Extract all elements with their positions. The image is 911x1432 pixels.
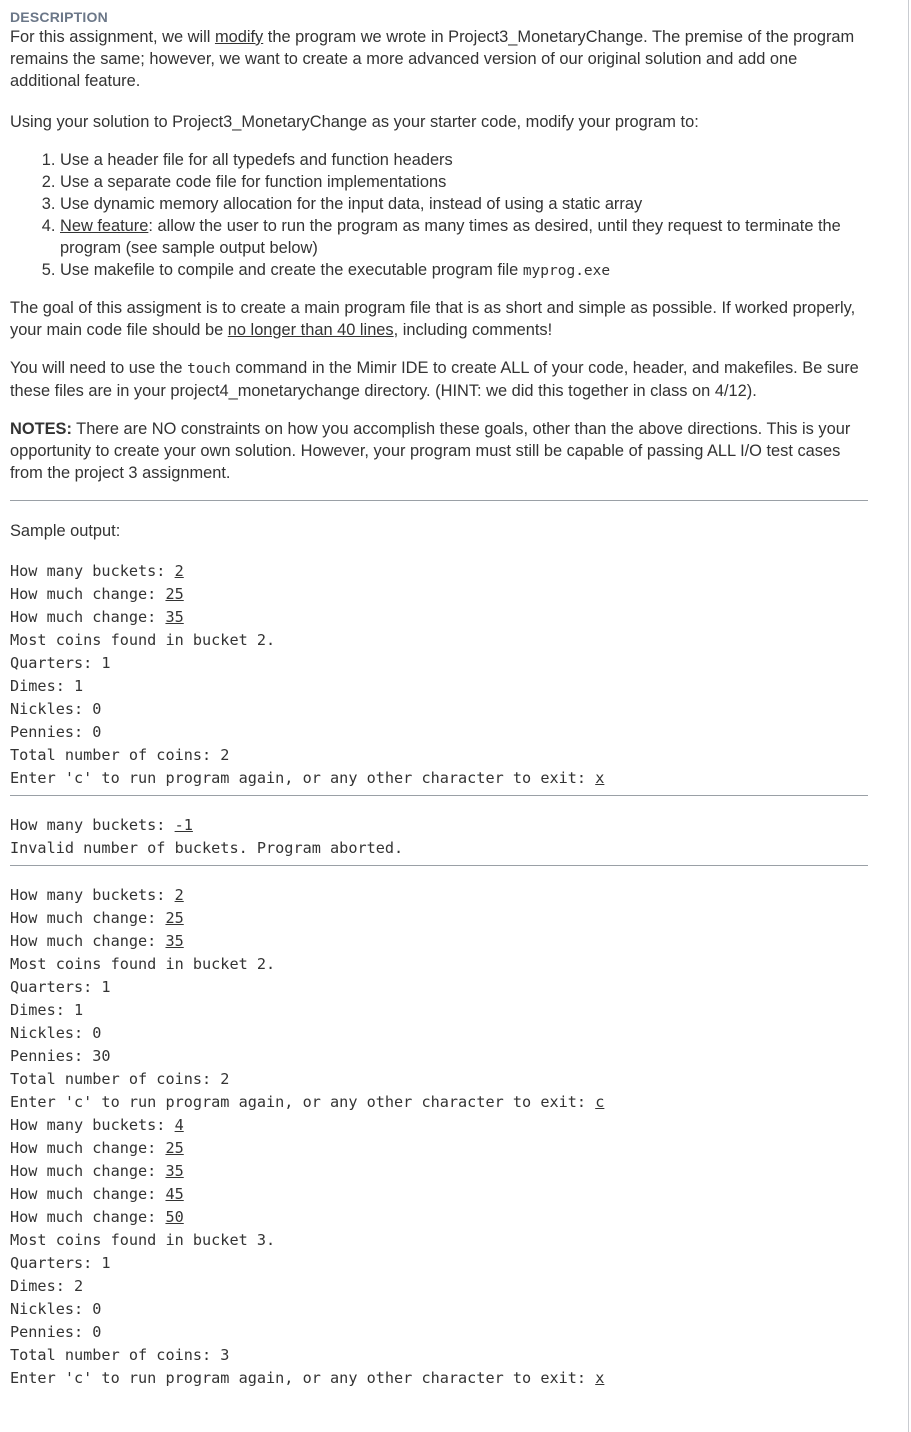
touch-text: You will need to use the: [10, 359, 188, 377]
console-prompt: Quarters: 1: [10, 654, 111, 672]
console-prompt: Dimes: 1: [10, 677, 84, 695]
goal-paragraph: [10, 297, 868, 341]
console-prompt: Nickles: 0: [10, 1300, 102, 1318]
console-prompt: Dimes: 1: [10, 1001, 84, 1019]
console-line: [10, 744, 868, 767]
console-user-input: x: [595, 1369, 605, 1387]
console-line: [10, 721, 868, 744]
console-user-input: 45: [165, 1185, 184, 1203]
console-prompt: Total number of coins: 3: [10, 1346, 230, 1364]
console-prompt: Total number of coins: 2: [10, 1070, 230, 1088]
console-user-input: 35: [165, 932, 184, 950]
goal-text-cont: , including comments!: [393, 321, 553, 339]
console-line: [10, 1068, 868, 1091]
console-prompt: Most coins found in bucket 2.: [10, 955, 276, 973]
console-line: [10, 1252, 868, 1275]
console-prompt: Dimes: 2: [10, 1277, 84, 1295]
console-line: [10, 1022, 868, 1045]
console-prompt: Pennies: 30: [10, 1047, 111, 1065]
console-line: [10, 1183, 868, 1206]
console-line: [10, 976, 868, 999]
touch-text-cont: command in the Mimir IDE to create ALL of your code, header, and makefiles. Be sure these files are in your project4_monetarychange directory. (HINT: we did this together in class on 4/12).: [10, 359, 859, 400]
console-user-input: 25: [165, 1139, 184, 1157]
requirement-item: [60, 171, 868, 193]
console-line: [10, 1344, 868, 1367]
sample-output-block-2: [10, 814, 868, 860]
requirement-item: [60, 193, 868, 215]
console-line: [10, 1298, 868, 1321]
console-user-input: 50: [165, 1208, 184, 1226]
console-user-input: c: [595, 1093, 605, 1111]
console-prompt: How much change:: [10, 585, 166, 603]
divider: [10, 500, 868, 501]
sample-output-block-1: [10, 560, 868, 790]
console-line: [10, 814, 868, 837]
console-line: [10, 1321, 868, 1344]
console-line: [10, 930, 868, 953]
console-line: [10, 907, 868, 930]
console-user-input: -1: [174, 816, 193, 834]
console-line: [10, 629, 868, 652]
console-user-input: 35: [165, 608, 184, 626]
console-line: [10, 560, 868, 583]
console-prompt: Enter 'c' to run program again, or any other character to exit:: [10, 1093, 596, 1111]
console-prompt: Pennies: 0: [10, 1323, 102, 1341]
notes-paragraph: [10, 418, 868, 484]
assignment-description: [10, 8, 868, 1390]
console-line: [10, 1367, 868, 1390]
goal-text: The goal of this assigment is to create a main program file that is as short and simple as possible. If worked properly, your main code file should be: [10, 299, 856, 339]
console-line: [10, 1091, 868, 1114]
console-line: [10, 1137, 868, 1160]
notes-label: NOTES:: [10, 420, 72, 438]
intro-paragraph: [10, 26, 868, 92]
console-line: [10, 675, 868, 698]
modify-underline: modify: [214, 28, 264, 46]
console-prompt: Most coins found in bucket 3.: [10, 1231, 276, 1249]
starter-code-paragraph: Using your solution to Project3_MonetaryChange as your starter code, modify your program to:: [10, 113, 699, 131]
console-prompt: Most coins found in bucket 2.: [10, 631, 276, 649]
section-heading: DESCRIPTION: [10, 9, 108, 25]
console-prompt: How many buckets:: [10, 562, 175, 580]
console-line: [10, 1275, 868, 1298]
console-line: [10, 1114, 868, 1137]
requirement-text: Use a header file for all typedefs and function headers: [60, 151, 453, 169]
console-prompt: Nickles: 0: [10, 1024, 102, 1042]
console-prompt: Quarters: 1: [10, 978, 111, 996]
divider: [10, 865, 868, 866]
console-user-input: 25: [165, 909, 184, 927]
console-prompt: How much change:: [10, 1208, 166, 1226]
requirements-list: [10, 149, 868, 282]
console-line: [10, 606, 868, 629]
console-user-input: 2: [174, 562, 184, 580]
console-prompt: How many buckets:: [10, 1116, 175, 1134]
console-prompt: How much change:: [10, 608, 166, 626]
sample-output-block-3: [10, 884, 868, 1390]
right-border: [908, 0, 909, 1432]
intro-text: For this assignment, we will: [10, 28, 215, 46]
new-feature-label: New feature: [60, 217, 149, 235]
sample-output-label: Sample output:: [10, 522, 121, 540]
console-prompt: How much change:: [10, 1162, 166, 1180]
requirement-text: Use dynamic memory allocation for the input data, instead of using a static array: [60, 195, 643, 213]
requirement-text: Use a separate code file for function implementations: [60, 173, 447, 191]
line-limit-underline: no longer than 40 lines: [227, 321, 394, 339]
console-user-input: 25: [165, 585, 184, 603]
console-prompt: Enter 'c' to run program again, or any other character to exit:: [10, 769, 596, 787]
console-line: [10, 583, 868, 606]
notes-text: There are NO constraints on how you accomplish these goals, other than the above directions. This is your opportunity to create your own solution. However, your program must still be capable of passing ALL I/O test cases from the project 3 assignment.: [10, 420, 851, 482]
console-prompt: How many buckets:: [10, 886, 175, 904]
console-line: [10, 1160, 868, 1183]
console-prompt: Pennies: 0: [10, 723, 102, 741]
intro-text-cont: the program we wrote in Project3_MonetaryChange. The premise of the program remains the same; however, we want to create a more advanced version of our original solution and add one additional feature.: [10, 28, 855, 90]
requirement-item: [60, 149, 868, 171]
console-prompt: Total number of coins: 2: [10, 746, 230, 764]
divider: [10, 795, 868, 796]
console-line: [10, 837, 868, 860]
console-line: [10, 698, 868, 721]
console-line: [10, 953, 868, 976]
console-user-input: x: [595, 769, 605, 787]
console-line: [10, 767, 868, 790]
console-user-input: 35: [165, 1162, 184, 1180]
requirement-text: Use makefile to compile and create the executable program file: [60, 261, 523, 279]
console-prompt: How much change:: [10, 1185, 166, 1203]
exe-filename: myprog.exe: [522, 263, 611, 279]
console-prompt: Enter 'c' to run program again, or any other character to exit:: [10, 1369, 596, 1387]
console-prompt: Nickles: 0: [10, 700, 102, 718]
console-line: [10, 1206, 868, 1229]
touch-command: touch: [187, 361, 231, 377]
console-line: [10, 884, 868, 907]
requirement-item: [60, 259, 868, 282]
console-line: [10, 1229, 868, 1252]
console-prompt: How many buckets:: [10, 816, 175, 834]
console-prompt: How much change:: [10, 909, 166, 927]
console-line: [10, 999, 868, 1022]
console-prompt: Invalid number of buckets. Program aborted.: [10, 839, 404, 857]
console-prompt: How much change:: [10, 1139, 166, 1157]
console-line: [10, 1045, 868, 1068]
touch-paragraph: [10, 357, 868, 402]
console-user-input: 2: [174, 886, 184, 904]
console-prompt: How much change:: [10, 932, 166, 950]
console-prompt: Quarters: 1: [10, 1254, 111, 1272]
requirement-item: [60, 215, 868, 259]
console-user-input: 4: [174, 1116, 184, 1134]
requirement-text: : allow the user to run the program as many times as desired, until they request to terminate the program (see sample output below): [60, 217, 841, 257]
console-line: [10, 652, 868, 675]
